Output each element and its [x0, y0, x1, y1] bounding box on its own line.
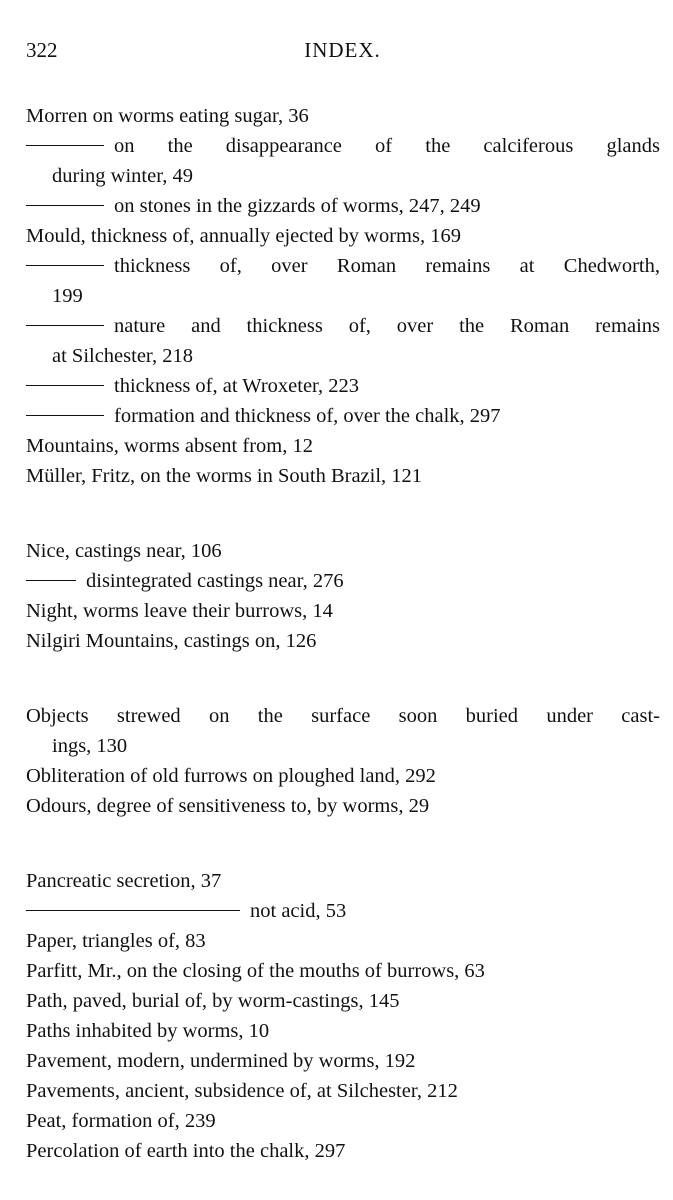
index-entry [26, 596, 660, 626]
ditto-dash [26, 385, 104, 386]
entry-text: Night, worms leave their burrows, 14 [26, 600, 333, 622]
entry-text: disintegrated castings near, 276 [86, 570, 344, 592]
index-section-p [26, 866, 660, 1166]
entry-text: Mould, thickness of, annually ejected by worms, 169 [26, 225, 461, 247]
index-entry [26, 761, 660, 791]
entry-text: Pancreatic secretion, 37 [26, 870, 222, 892]
entry-text: Parfitt, Mr., on the closing of the mouths of burrows, 63 [26, 960, 485, 982]
index-entry [26, 536, 660, 566]
ditto-dash [26, 580, 76, 581]
index-entry [26, 1046, 660, 1076]
entry-text: Mountains, worms absent from, 12 [26, 435, 313, 457]
index-entry [26, 461, 660, 491]
index-subentry [26, 566, 660, 596]
entry-text: Paper, triangles of, 83 [26, 930, 206, 952]
index-subentry [26, 311, 660, 341]
entry-text: on the disappearance of the calciferous glands [114, 135, 660, 157]
entry-text: formation and thickness of, over the chalk, 297 [114, 405, 501, 427]
ditto-dash [26, 205, 104, 206]
index-entry [26, 626, 660, 656]
ditto-dash [26, 415, 104, 416]
index-content [26, 101, 660, 1166]
entry-text: Paths inhabited by worms, 10 [26, 1020, 270, 1042]
index-entry [26, 956, 660, 986]
page-header [26, 38, 659, 72]
index-entry [26, 221, 660, 251]
entry-text: Objects strewed on the surface soon buried under cast- [26, 705, 660, 727]
entry-text: nature and thickness of, over the Roman remains [114, 315, 660, 337]
ditto-dash [26, 910, 240, 911]
index-continuation [26, 281, 660, 311]
index-continuation [26, 161, 660, 191]
index-entry [26, 791, 660, 821]
entry-text: Path, paved, burial of, by worm-castings, 145 [26, 990, 400, 1012]
entry-text: Percolation of earth into the chalk, 297 [26, 1140, 346, 1162]
entry-text: on stones in the gizzards of worms, 247, 249 [114, 195, 481, 217]
index-subentry [26, 191, 660, 221]
index-entry [26, 431, 660, 461]
index-entry [26, 926, 660, 956]
index-entry [26, 986, 660, 1016]
entry-text: at Silchester, 218 [52, 345, 193, 367]
entry-text: Müller, Fritz, on the worms in South Brazil, 121 [26, 465, 423, 487]
index-entry [26, 1136, 660, 1166]
entry-text: Peat, formation of, 239 [26, 1110, 216, 1132]
index-entry [26, 1106, 660, 1136]
index-section-m [26, 101, 660, 491]
index-entry [26, 866, 660, 896]
index-subentry [26, 896, 660, 926]
entry-text: Morren on worms eating sugar, 36 [26, 105, 309, 127]
entry-text: thickness of, at Wroxeter, 223 [114, 375, 360, 397]
ditto-dash [26, 265, 104, 266]
ditto-dash [26, 145, 104, 146]
entry-text: Pavements, ancient, subsidence of, at Silchester, 212 [26, 1080, 458, 1102]
entry-text: Nice, castings near, 106 [26, 540, 222, 562]
entry-text: Obliteration of old furrows on ploughed land, 292 [26, 765, 436, 787]
entry-text: not acid, 53 [250, 900, 347, 922]
index-section-n [26, 536, 660, 656]
index-subentry [26, 251, 660, 281]
index-section-o [26, 701, 660, 821]
running-title: INDEX. [304, 38, 381, 62]
entry-text: Nilgiri Mountains, castings on, 126 [26, 630, 317, 652]
index-continuation [26, 731, 660, 761]
index-subentry [26, 371, 660, 401]
entry-text: 199 [52, 285, 83, 307]
entry-text: ings, 130 [52, 735, 128, 757]
entry-text: Odours, degree of sensitiveness to, by worms, 29 [26, 795, 430, 817]
entry-text: during winter, 49 [52, 165, 193, 187]
page-number: 322 [26, 38, 58, 62]
index-entry [26, 1076, 660, 1106]
index-continuation [26, 341, 660, 371]
index-subentry [26, 131, 660, 161]
entry-text: Pavement, modern, undermined by worms, 192 [26, 1050, 416, 1072]
ditto-dash [26, 325, 104, 326]
index-subentry [26, 401, 660, 431]
entry-text: thickness of, over Roman remains at Chedworth, [114, 255, 660, 277]
index-entry [26, 701, 660, 731]
index-entry [26, 1016, 660, 1046]
index-entry [26, 101, 660, 131]
